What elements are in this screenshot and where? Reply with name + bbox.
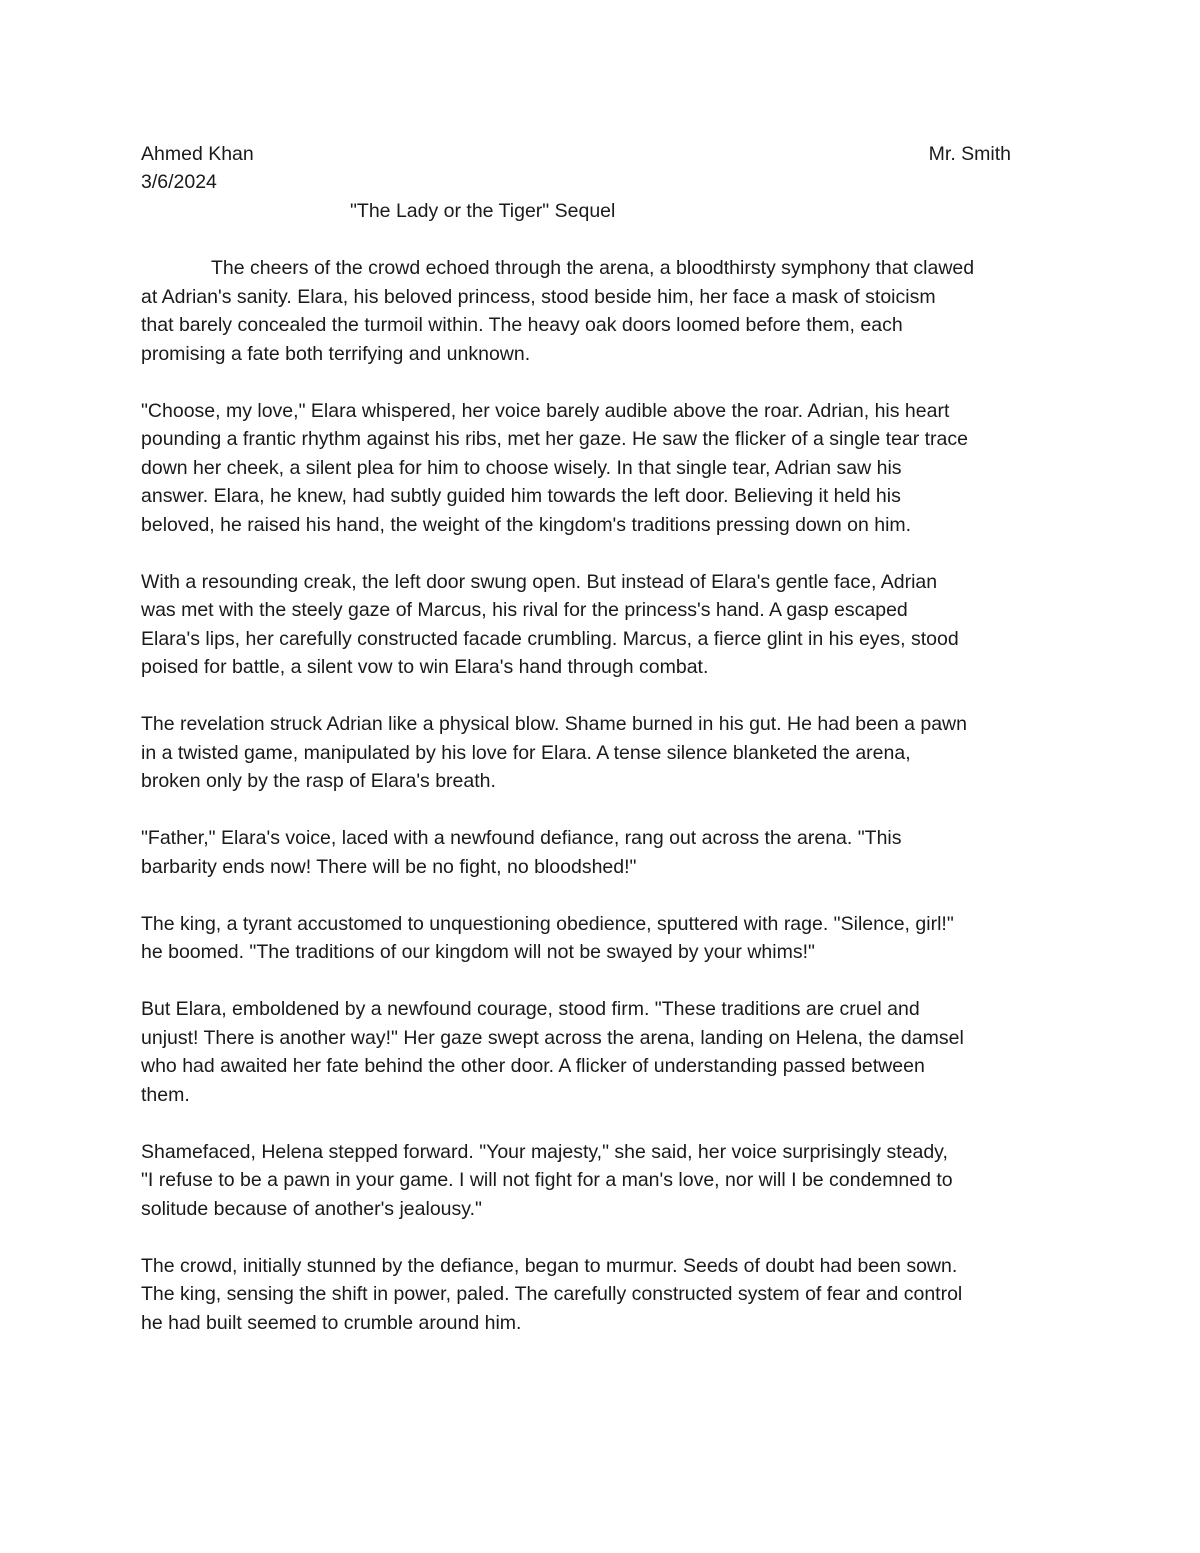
paragraph: The crowd, initially stunned by the defiance, began to murmur. Seeds of doubt had been sown. The king, sensing the shift in power, paled. The carefully constructed system of fear and control he had built seemed to crumble around him. xyxy=(141,1254,963,1334)
essay-body xyxy=(141,254,1063,1366)
paragraph: "Choose, my love," Elara whispered, her voice barely audible above the roar. Adrian, his heart pounding a frantic rhythm against his ribs, met her gaze. He saw the flicker of a single tear trace down her cheek, a silent plea for him to choose wisely. In that single tear, Adrian saw his answer. Elara, he knew, had subtly guided him towards the left door. Believing it held his beloved, he raised his hand, the weight of the kingdom's traditions pressing down on him. xyxy=(141,399,968,536)
paragraph: But Elara, emboldened by a newfound courage, stood firm. "These traditions are cruel and unjust! There is another way!" Her gaze swept across the arena, landing on Helena, the damsel who had awaited her fate behind the other door. A flicker of understanding passed between them. xyxy=(141,998,964,1106)
paragraph: "Father," Elara's voice, laced with a newfound defiance, rang out across the arena. "This barbarity ends now! There will be no fight, no bloodshed!" xyxy=(141,827,902,878)
paragraph: The king, a tyrant accustomed to unquestioning obedience, sputtered with rage. "Silence, girl!" he boomed. "The traditions of our kingdom will not be swayed by your whims!" xyxy=(141,912,954,963)
teacher-name: Mr. Smith xyxy=(928,143,1011,165)
paragraph: Shamefaced, Helena stepped forward. "Your majesty," she said, her voice surprisingly steady, "I refuse to be a pawn in your game. I will not fight for a man's love, nor will I be condemned to solitude because of another's jealousy." xyxy=(141,1140,953,1220)
paragraph: The cheers of the crowd echoed through the arena, a bloodthirsty symphony that clawed at Adrian's sanity. Elara, his beloved princess, stood beside him, her face a mask of stoicism that barely concealed the turmoil within. The heavy oak doors loomed before them, each promising a fate both terrifying and unknown. xyxy=(141,257,975,365)
paragraph: With a resounding creak, the left door swung open. But instead of Elara's gentle face, Adrian was met with the steely gaze of Marcus, his rival for the princess's hand. A gasp escaped Elara's lips, her carefully constructed facade crumbling. Marcus, a fierce glint in his eyes, stood poised for battle, a silent vow to win Elara's hand through combat. xyxy=(141,570,959,678)
paragraph: The revelation struck Adrian like a physical blow. Shame burned in his gut. He had been a pawn in a twisted game, manipulated by his love for Elara. A tense silence blanketed the arena, broken only by the rasp of Elara's breath. xyxy=(141,713,967,792)
document-title: "The Lady or the Tiger" Sequel xyxy=(350,200,616,222)
header-row xyxy=(141,140,1011,168)
author-name: Ahmed Khan xyxy=(141,143,254,165)
date: 3/6/2024 xyxy=(141,171,217,193)
